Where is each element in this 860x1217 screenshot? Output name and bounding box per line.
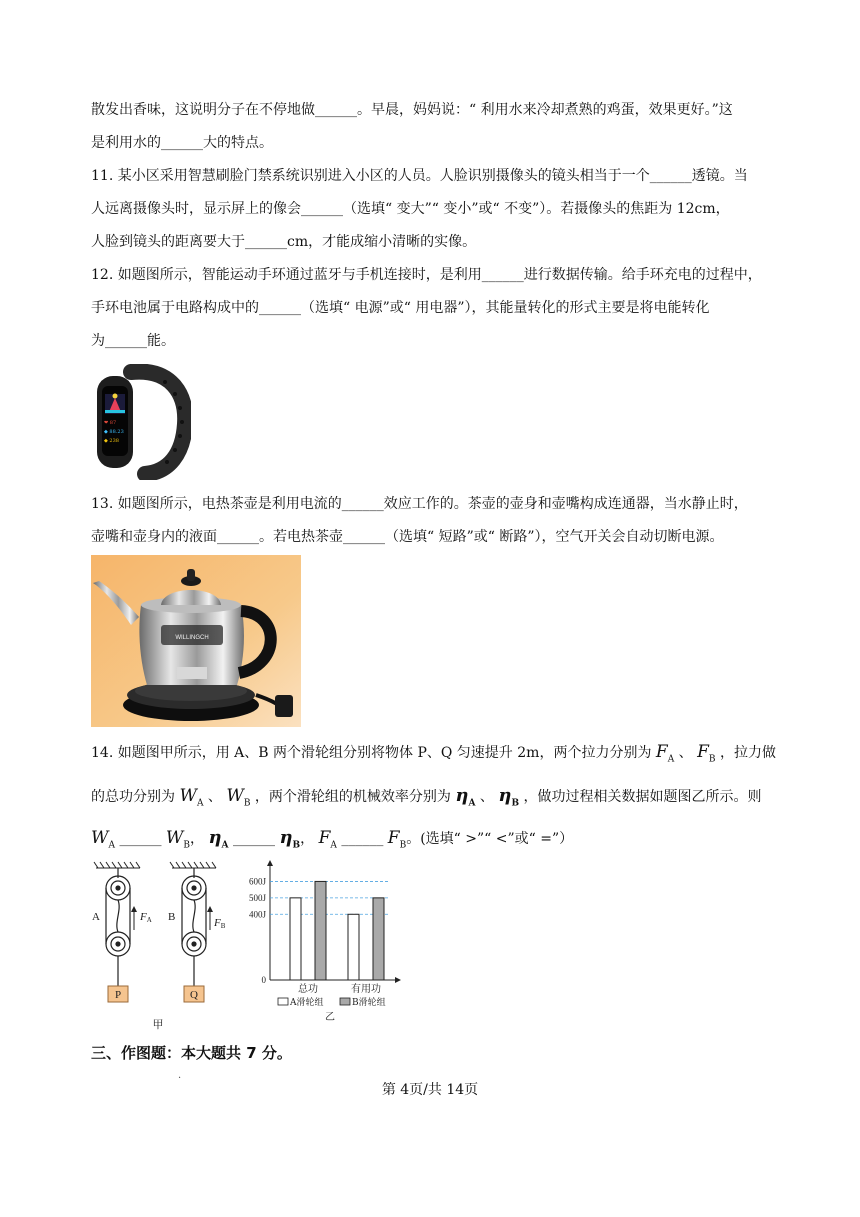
question-11-line-3: 人脸到镜头的距离要大于______cm，才能成缩小清晰的实像。 (91, 234, 477, 250)
question-13-line-1: 13. 如题图所示，电热茶壶是利用电流的______效应工作的。茶壶的壶身和壶嘴构成连通器，当水静止时， (91, 496, 748, 512)
blank-2: ______ (232, 831, 275, 847)
legend-swatch (278, 998, 288, 1005)
label-A: A (92, 911, 100, 923)
symbol-FA: $F_A$ (318, 828, 337, 851)
blank-3: ______ (341, 831, 384, 847)
y-tick-label: 600J (248, 876, 266, 887)
text-line-2: 是利用水的______大的特点。 (91, 135, 273, 151)
text-line-1: 散发出香味，这说明分子在不停地做______。早晨，妈妈说：“ 利用水来冷却煮熟的鸡蛋，效果更好。”这 (91, 102, 733, 118)
kettle-brand: WILLINGCH (175, 635, 209, 641)
question-11-line-2: 人远离摄像头时，显示屏上的像会______（选填“ 变大”“ 变小”或“ 不变”）。若摄像头的焦距为 12cm， (91, 201, 730, 217)
watch-line-1: ❤ 87 (104, 420, 117, 426)
legend-label: A滑轮组 (290, 998, 324, 1008)
legend-swatch (340, 998, 350, 1005)
y-tick-label: 0 (261, 975, 266, 985)
force-B-label: FB (214, 917, 226, 930)
watch-line-3: ◆ 238 (104, 438, 119, 444)
smart-band-image (91, 364, 191, 480)
y-axis-arrow (267, 860, 273, 866)
question-14-text-c: 的总功分别为 (91, 789, 175, 805)
blank-1: ______ (119, 831, 162, 847)
separator: 、 (207, 789, 222, 805)
bar (348, 914, 359, 980)
separator: 、 (479, 789, 494, 805)
x-tick-label: 总功 (298, 984, 318, 995)
watch-line-2: ◆ 88.23 (104, 429, 124, 435)
question-12-line-2: 手环电池属于电路构成中的______（选填“ 电源”或“ 用电器”），其能量转化的形式主要是将电能转化 (91, 300, 710, 316)
box-Q: Q (190, 989, 198, 1001)
pulley-figure-jia (88, 860, 238, 1035)
bar (373, 898, 384, 980)
symbol-etaA: $\eta_A$ (208, 827, 229, 851)
page-footer: 第 4页/共 14页 (381, 1082, 479, 1098)
symbol-etaB: $\eta_B$ (498, 785, 520, 809)
box-P: P (114, 989, 122, 1001)
y-tick-label: 500J (248, 892, 266, 903)
force-A-label: FA (140, 911, 152, 924)
symbol-FB: $F_B$ (387, 828, 407, 851)
question-14-line-3: $W_A$ ______ $W_B$， $\eta_A$ ______ $\eta_B$， $F_A$ ______ $F_B$。(选填“ >”“ <”或“ =”） (91, 827, 574, 851)
symbol-WA: $W_A$ (179, 786, 204, 809)
question-14-text-e: ，做功过程相关数据如题图乙所示。则 (523, 789, 762, 805)
electric-kettle-image (91, 555, 301, 727)
bar (315, 881, 326, 980)
question-14-tail: 。(选填“ >”“ <”或“ =”） (406, 831, 574, 847)
symbol-etaA: $\eta_A$ (455, 785, 476, 809)
question-12-line-3: 为______能。 (91, 333, 175, 349)
question-14-text-a: 14. 如题图甲所示，用 A、B 两个滑轮组分别将物体 P、Q 匀速提升 2m，两个拉力分别为 (91, 745, 652, 761)
question-14-text-d: ，两个滑轮组的机械效率分别为 (254, 789, 451, 805)
bar-chart-yi (240, 860, 440, 1035)
question-14-line-2 (91, 786, 762, 814)
caption-jia: 甲 (152, 1019, 164, 1031)
y-tick-label: 400J (248, 909, 266, 920)
symbol-WA: $W_A$ (91, 828, 115, 851)
x-tick-label: 有用功 (351, 984, 381, 995)
dot-mark: · (178, 1073, 182, 1084)
legend-label: B滑轮组 (352, 998, 386, 1008)
question-13-line-2: 壶嘴和壶身内的液面______。若电热茶壶______（选填“ 短路”或“ 断路”），空气开关会自动切断电源。 (91, 529, 724, 545)
bar (290, 898, 301, 980)
separator: 、 (678, 745, 693, 761)
caption-yi: 乙 (325, 1012, 335, 1023)
question-14-line-1 (91, 742, 776, 769)
question-14-text-b: ，拉力做 (719, 745, 776, 761)
symbol-WB: $W_B$ (226, 786, 251, 809)
symbol-FA: $F_A$ (655, 742, 675, 765)
question-11-line-1: 11. 某小区采用智慧刷脸门禁系统识别进入小区的人员。人脸识别摄像头的镜头相当于一个______透镜。当 (91, 168, 748, 184)
section-heading: 三、作图题：本大题共 7 分。 (91, 1044, 292, 1062)
symbol-FB: $F_B$ (697, 742, 716, 765)
label-B: B (168, 911, 176, 923)
symbol-etaB: $\eta_B$ (279, 827, 301, 851)
question-12-line-1: 12. 如题图所示，智能运动手环通过蓝牙与手机连接时，是利用______进行数据传输。给手环充电的过程中， (91, 267, 762, 283)
x-axis-arrow (395, 977, 401, 983)
symbol-WB: $W_B$ (165, 828, 190, 851)
chart-svg (240, 860, 440, 1035)
